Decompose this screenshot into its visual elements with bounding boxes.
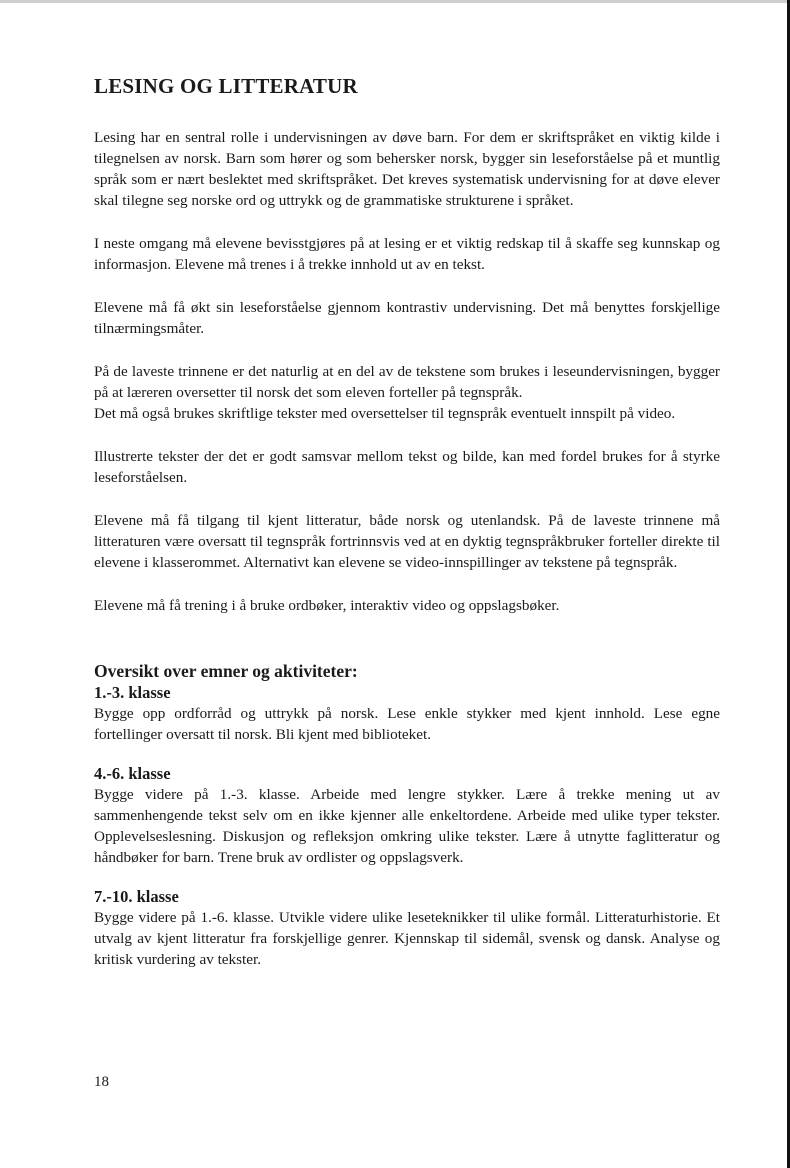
paragraph-reading-role: Lesing har en sentral rolle i undervisningen av døve barn. For dem er skriftspråket en viktig kilde i tilegnelsen av norsk. Barn som hører og som behersker norsk, bygger sin leseforståelse på et muntlig språk som er nært beslektet med skriftspråket. Det kreves systematisk undervisning for at døve elever skal tilegne seg norske ord og uttrykk og de grammatiske strukturene i språket. — [94, 129, 720, 209]
page-number: 18 — [94, 1074, 109, 1090]
grade-text: Bygge opp ordforråd og uttrykk på norsk. Lese enkle stykker med kjent innhold. Lese egne fortellinger oversatt til norsk. Bli kjent med biblioteket. — [94, 705, 720, 743]
page-title: LESING OG LITTERATUR — [94, 74, 358, 98]
grade-text: Bygge videre på 1.-6. klasse. Utvikle videre ulike leseteknikker til ulike formål. Litteraturhistorie. Et utvalg av kjent litteratur fra forskjellige genrer. Kjennskap til sidemål, svensk og dansk. Analyse og kritisk vurdering av tekster. — [94, 909, 720, 968]
overview-heading: Oversikt over emner og aktiviteter: — [94, 661, 358, 681]
paragraph-lower-grades-line2: Det må også brukes skriftlige tekster med oversettelser til tegnspråk eventuelt innspilt på video. — [94, 405, 676, 422]
paragraph-reading-tool: I neste omgang må elevene bevisstgjøres på at lesing er et viktig redskap til å skaffe seg kunnskap og informasjon. Elevene må trenes i å trekke innhold ut av en tekst. — [94, 235, 720, 273]
grade-title: 4.-6. klasse — [94, 764, 171, 783]
paragraph-lower-grades — [94, 361, 720, 424]
overview-section — [94, 660, 720, 970]
document-page — [94, 74, 720, 988]
paragraph-illustrated: Illustrerte tekster der det er godt samsvar mellom tekst og bilde, kan med fordel brukes for å styrke leseforståelsen. — [94, 448, 720, 486]
paragraph-literature: Elevene må få tilgang til kjent litteratur, både norsk og utenlandsk. På de laveste trinnene må litteraturen være oversatt til tegnspråk fortrinnsvis ved at en dyktig tegnspråkbruker forteller direkte til elevene i klasserommet. Alternativt kan elevene se video-innspillinger av tekstene på tegnspråk. — [94, 512, 720, 571]
grade-title: 7.-10. klasse — [94, 887, 179, 906]
paragraph-contrastive: Elevene må få økt sin leseforståelse gjennom kontrastiv undervisning. Det må benyttes forskjellige tilnærmingsmåter. — [94, 299, 720, 337]
paragraph-lower-grades-line1: På de laveste trinnene er det naturlig at en del av de tekstene som brukes i leseundervisningen, bygger på at læreren oversetter til norsk det som eleven forteller på tegnspråk. — [94, 363, 720, 401]
grade-title: 1.-3. klasse — [94, 683, 171, 702]
grade-text: Bygge videre på 1.-3. klasse. Arbeide med lengre stykker. Lære å trekke mening ut av sammenhengende tekst selv om en ikke kjenner alle enkeltordene. Arbeide med ulike typer tekster. Opplevelseslesning. Diskusjon og refleksjon omkring ulike tekster. Lære å utnytte faglitteratur og håndbøker for barn. Trene bruk av ordlister og oppslagsverk. — [94, 786, 720, 866]
scan-top-edge — [0, 0, 790, 3]
grade-block-1-3 — [94, 682, 720, 745]
paragraph-dictionaries: Elevene må få trening i å bruke ordbøker, interaktiv video og oppslagsbøker. — [94, 597, 560, 614]
grade-block-4-6 — [94, 763, 720, 868]
grade-block-7-10 — [94, 886, 720, 970]
